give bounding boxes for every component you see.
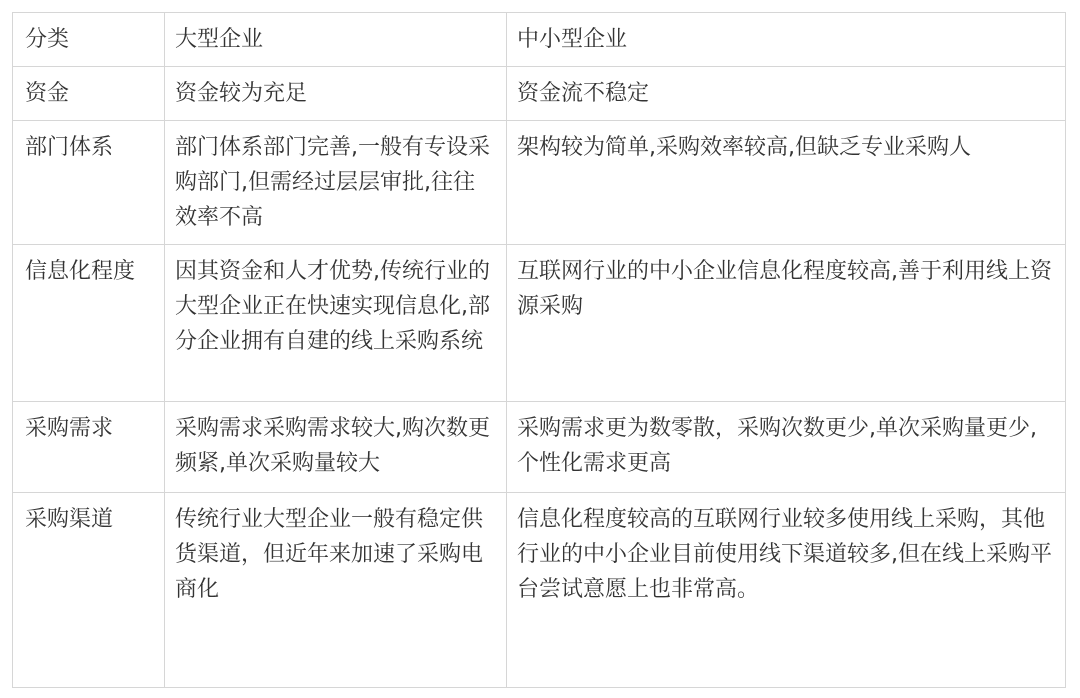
table-row	[13, 245, 1066, 402]
row-large-enterprise-cell: 因其资金和人才优势,传统行业的大型企业正在快速实现信息化,部分企业拥有自建的线上采购系统	[165, 245, 507, 402]
header-sme-cell: 中小型企业	[507, 13, 1066, 67]
row-category-cell: 部门体系	[13, 121, 165, 245]
row-sme-cell: 互联网行业的中小企业信息化程度较高,善于利用线上资源采购	[507, 245, 1066, 402]
row-sme-cell: 架构较为简单,采购效率较高,但缺乏专业采购人	[507, 121, 1066, 245]
table-row	[13, 402, 1066, 493]
row-category-cell: 采购渠道	[13, 493, 165, 688]
table-header-row	[13, 13, 1066, 67]
row-category-cell: 采购需求	[13, 402, 165, 493]
row-category-cell: 资金	[13, 67, 165, 121]
row-category-cell: 信息化程度	[13, 245, 165, 402]
row-sme-cell: 采购需求更为数零散，采购次数更少,单次采购量更少,个性化需求更高	[507, 402, 1066, 493]
header-category-cell: 分类	[13, 13, 165, 67]
table-row	[13, 493, 1066, 688]
table-row	[13, 121, 1066, 245]
row-large-enterprise-cell: 部门体系部门完善,一般有专设采购部门,但需经过层层审批,往往效率不高	[165, 121, 507, 245]
header-large-enterprise-cell: 大型企业	[165, 13, 507, 67]
row-large-enterprise-cell: 资金较为充足	[165, 67, 507, 121]
row-large-enterprise-cell: 传统行业大型企业一般有稳定供货渠道，但近年来加速了采购电商化	[165, 493, 507, 688]
row-sme-cell: 资金流不稳定	[507, 67, 1066, 121]
comparison-table	[12, 12, 1066, 688]
row-large-enterprise-cell: 采购需求采购需求较大,购次数更频紧,单次采购量较大	[165, 402, 507, 493]
table-row	[13, 67, 1066, 121]
row-sme-cell: 信息化程度较高的互联网行业较多使用线上采购，其他行业的中小企业目前使用线下渠道较多,但在线上采购平台尝试意愿上也非常高。	[507, 493, 1066, 688]
